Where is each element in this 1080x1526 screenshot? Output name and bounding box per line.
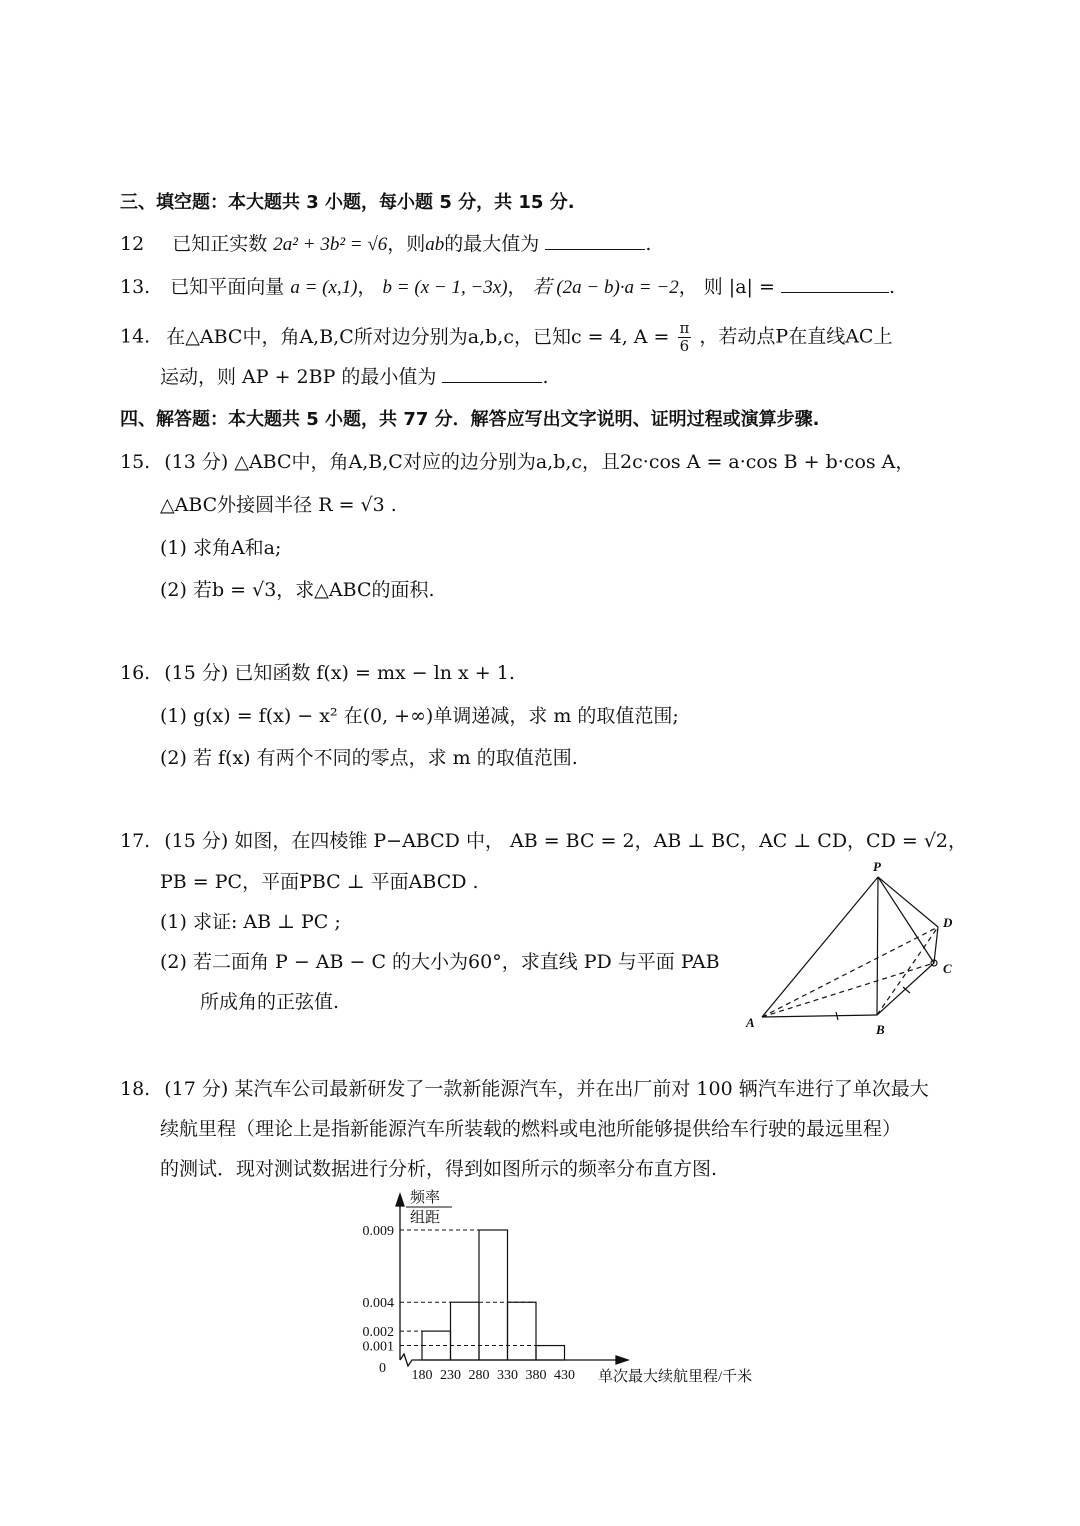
x-tick-380: 380 (525, 1368, 547, 1383)
label-P: P (873, 859, 881, 874)
question-number: 18. (120, 1078, 151, 1100)
question-15: 15. (13 分) △ABC中，角A,B,C对应的边分别为a,b,c，且2c·cos A = a·cos B + b·cos A， (120, 451, 915, 473)
label-D: D (943, 915, 953, 930)
question-17-part2-line2: 所成角的正弦值. (200, 991, 340, 1013)
question-15-part1: (1) 求角A和a; (160, 537, 282, 559)
question-number: 16. (120, 662, 151, 684)
x-tick-280: 280 (468, 1368, 490, 1383)
answer-blank[interactable] (442, 364, 542, 383)
equation: 2a² + 3b² = √6 (273, 234, 388, 255)
question-17-line2: PB = PC，平面PBC ⊥ 平面ABCD . (160, 871, 479, 893)
question-number: 12 (120, 233, 145, 255)
histogram-bar-330-380 (508, 1302, 537, 1360)
question-16-part1: (1) g(x) = f(x) − x² 在(0, +∞)单调递减，求 m 的取值范围; (160, 705, 679, 727)
answer-blank[interactable] (781, 274, 889, 293)
x-axis-arrow (616, 1356, 628, 1364)
question-18-line3: 的测试．现对测试数据进行分析，得到如图所示的频率分布直方图. (160, 1158, 718, 1180)
label-B: B (876, 1022, 885, 1037)
x-tick-330: 330 (497, 1368, 518, 1383)
y-tick-0.002: 0.002 (362, 1325, 394, 1341)
edge-PA (762, 877, 878, 1017)
question-17-part1: (1) 求证: AB ⊥ PC ; (160, 911, 341, 933)
y-tick-0.004: 0.004 (362, 1296, 394, 1312)
y-label-top: 频率 (410, 1190, 441, 1206)
edge-BD (877, 927, 938, 1015)
histogram-bar-380-430 (536, 1346, 565, 1360)
label-A: A (746, 1015, 755, 1030)
edge-PC (878, 877, 934, 963)
edge-AD (762, 927, 938, 1017)
x-tick-430: 430 (554, 1368, 575, 1383)
axis-break (400, 1354, 416, 1366)
origin-label: 0 (379, 1361, 386, 1376)
histogram-bar-280-330 (479, 1230, 508, 1360)
vector-b: b = (x − 1, −3x) (382, 277, 508, 298)
answer-blank[interactable] (545, 231, 645, 250)
condition: 若 (2a − b)·a = −2 (532, 277, 679, 298)
question-number: 17. (120, 830, 151, 852)
question-15-part2: (2) 若b = √3，求△ABC的面积. (160, 579, 435, 601)
label-C: C (943, 961, 952, 976)
vector-a: a = (x,1) (290, 277, 358, 298)
question-16-part2: (2) 若 f(x) 有两个不同的零点，求 m 的取值范围. (160, 747, 578, 769)
x-axis-label: 单次最大续航里程/千米 (598, 1369, 753, 1385)
frequency-histogram (340, 1180, 800, 1390)
section-4-title: 四、解答题：本大题共 5 小题，共 77 分．解答应写出文字说明、证明过程或演算步骤. (120, 409, 820, 430)
edge-PD (878, 877, 938, 927)
histogram-bar-230-280 (451, 1302, 480, 1360)
question-17-part2: (2) 若二面角 P − AB − C 的大小为60°，求直线 PD 与平面 PAB (160, 951, 720, 973)
pyramid-figure (740, 855, 970, 1040)
edge-PB (877, 877, 878, 1015)
question-18-line2: 续航里程（理论上是指新能源汽车所装载的燃料或电池所能够提供给车行驶的最远里程） (160, 1118, 902, 1140)
x-tick-180: 180 (411, 1368, 433, 1383)
y-label-bottom: 组距 (410, 1210, 441, 1226)
y-tick-0.009: 0.009 (362, 1224, 394, 1239)
question-17: 17. (15 分) 如图，在四棱锥 P−ABCD 中， AB = BC = 2，AB ⊥ BC，AC ⊥ CD，CD = √2， (120, 830, 968, 852)
y-tick-0.001: 0.001 (362, 1339, 394, 1355)
x-tick-230: 230 (440, 1368, 461, 1383)
question-14: 14. 在△ABC中，角A,B,C所对边分别为a,b,c，已知c = 4, A = $\frac{\pi}{6}$ ，若动点P在直线AC上 (120, 319, 893, 355)
question-12: 12 已知正实数 2a² + 3b² = √6，则ab的最大值为 . (120, 233, 652, 255)
question-18: 18. (17 分) 某汽车公司最新研发了一款新能源汽车，并在出厂前对 100 辆汽车进行了单次最大 (120, 1078, 929, 1100)
edge-AC (762, 963, 934, 1017)
y-axis-arrow (396, 1194, 404, 1206)
question-15-line2: △ABC外接圆半径 R = √3 . (160, 494, 397, 516)
question-number: 13. (120, 276, 151, 298)
section-3-title: 三、填空题：本大题共 3 小题，每小题 5 分，共 15 分. (120, 192, 575, 213)
question-14-line2: 运动，则 AP + 2BP 的最小值为 . (160, 366, 549, 388)
question-number: 15. (120, 451, 151, 473)
question-16: 16. (15 分) 已知函数 f(x) = mx − ln x + 1. (120, 662, 515, 684)
question-number: 14. (120, 325, 151, 348)
question-13: 13. 已知平面向量 a = (x,1)， b = (x − 1, −3x)， 若 (2a − b)·a = −2， 则 |a| = . (120, 276, 895, 298)
edge-AB (762, 1015, 877, 1017)
fraction-pi-6: $\frac{\pi}{6}$ (679, 319, 690, 355)
